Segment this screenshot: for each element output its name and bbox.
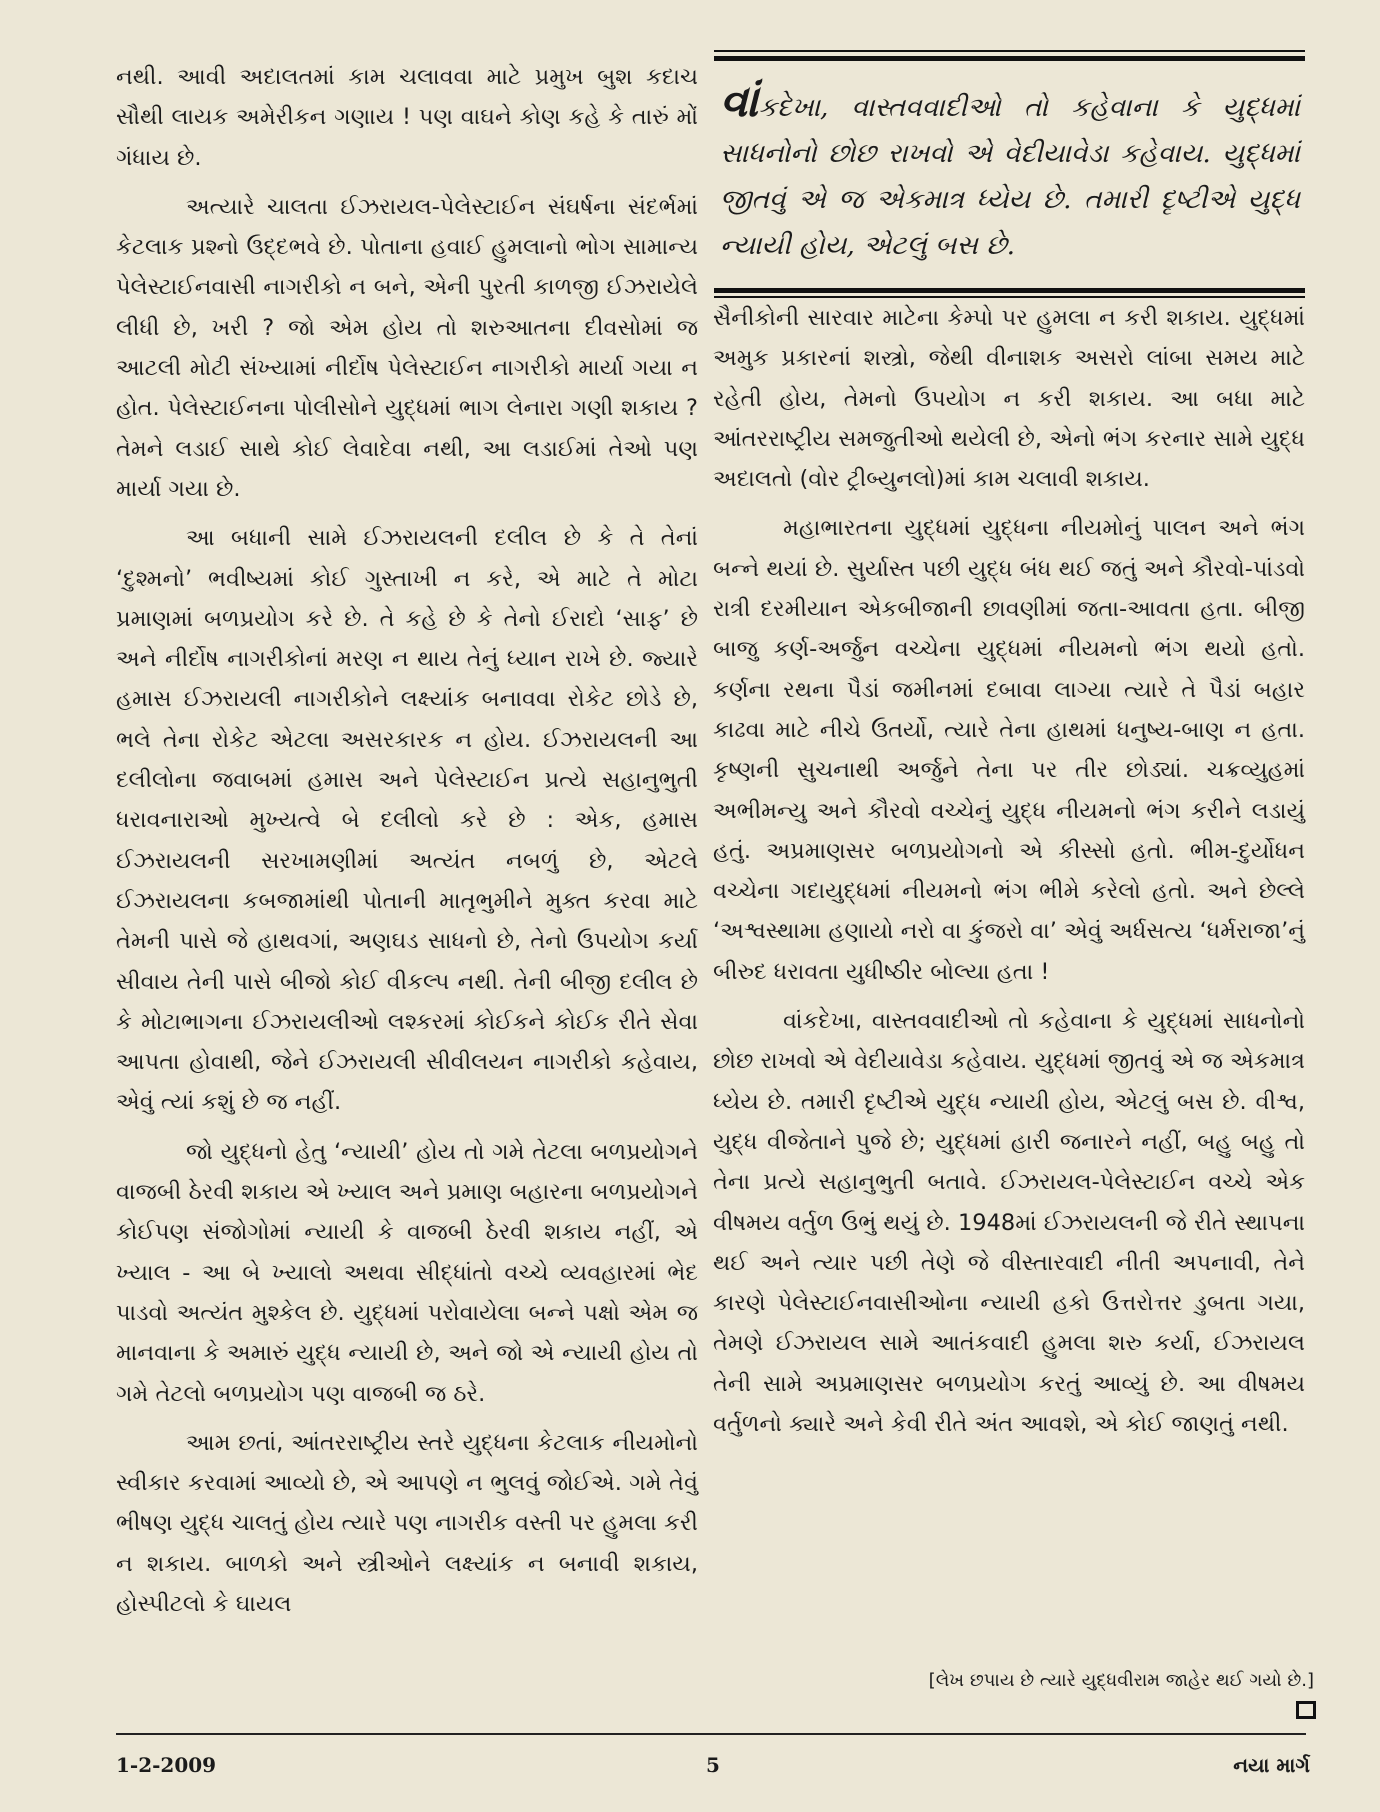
pull-quote-drop-cap: વાં	[720, 76, 759, 127]
page-number: 5	[706, 1753, 720, 1777]
paragraph: વાંકદેખા, વાસ્તવવાદીઓ તો કહેવાના કે યુદ્ધમાં સાધનોનો છોછ રાખવો એ વેદીયાવેડા કહેવાય. યુદ્ધમાં જીતવું એ જ એકમાત્ર ધ્યેય છે. તમારી દૃષ્ટીએ યુદ્ધ ન્યાયી હોય, એટલું બસ છે. વીશ્વ, યુદ્ધ વીજેતાને પુજે છે; યુદ્ધમાં હારી જનારને નહીં, બહુ બહુ તો તેના પ્રત્યે સહાનુભુતી બતાવે. ઈઝરાયલ-પેલેસ્ટાઈન વચ્ચે એક વીષમય વર્તુળ ઉભું થયું છે. 1948માં ઈઝરાયલની જે રીતે સ્થાપના થઈ અને ત્યાર પછી તેણે જે વીસ્તારવાદી નીતી અપનાવી, તેને કારણે પેલેસ્ટાઈનવાસીઓના ન્યાયી હકો ઉત્તરોત્તર ડુબતા ગયા, તેમણે ઈઝરાયલ સામે આતંકવાદી હુમલા શરુ કર્યા, ઈઝરાયલ તેની સામે અપ્રમાણસર બળપ્રયોગ કરતું આવ્યું છે. આ વીષમય વર્તુળનો ક્યારે અને કેવી રીતે અંત આવશે, એ કોઈ જાણતું નથી.	[713, 1008, 1305, 1438]
pull-quote-rule	[714, 56, 1305, 61]
editor-note: [લેખ છપાય છે ત્યારે યુદ્ધવીરામ જાહેર થઈ ગયો છે.]	[928, 1670, 1314, 1691]
right-column	[713, 298, 1305, 1453]
publication-name: નયા માર્ગ	[1233, 1753, 1310, 1777]
pull-quote-body: કદેખા, વાસ્તવવાદીઓ તો કહેવાના કે યુદ્ધમાં સાધનોનો છોછ રાખવો એ વેદીયાવેડા કહેવાય. યુદ્ધમાં જીતવું એ જ એકમાત્ર ધ્યેય છે. તમારી દૃષ્ટીએ યુદ્ધ ન્યાયી હોય, એટલું બસ છે.	[720, 92, 1300, 261]
paragraph: આ બધાની સામે ઈઝરાયલની દલીલ છે કે તે તેનાં ‘દુશ્મનો’ ભવીષ્યમાં કોઈ ગુસ્તાખી ન કરે, એ માટે તે મોટા પ્રમાણમાં બળપ્રયોગ કરે છે. તે કહે છે કે તેનો ઈરાદો ‘સાફ’ છે અને નીર્દોષ નાગરીકોનાં મરણ ન થાય તેનું ધ્યાન રાખે છે. જ્યારે હમાસ ઈઝરાયલી નાગરીકોને લક્ષ્યાંક બનાવવા રોકેટ છોડે છે, ભલે તેના રોકેટ એટલા અસરકારક ન હોય. ઈઝરાયલની આ દલીલોના જવાબમાં હમાસ અને પેલેસ્ટાઈન પ્રત્યે સહાનુભુતી ધરાવનારાઓ મુખ્યત્વે બે દલીલો કરે છે : એક, હમાસ ઈઝરાયલની સરખામણીમાં અત્યંત નબળું છે, એટલે ઈઝરાયલના કબજામાંથી પોતાની માતૃભુમીને મુક્ત કરવા માટે તેમની પાસે જે હાથવગાં, અણઘડ સાધનો છે, તેનો ઉપયોગ કર્યા સીવાય તેની પાસે બીજો કોઈ વીકલ્પ નથી. તેની બીજી દલીલ છે કે મોટાભાગના ઈઝરાયલીઓ લશ્કરમાં કોઈકને કોઈક રીતે સેવા આપતા હોવાથી, જેને ઈઝરાયલી સીવીલયન નાગરીકો કહેવાય, એવું ત્યાં કશું છે જ નહીં.	[116, 525, 698, 1116]
paragraph: જો યુદ્ધનો હેતુ ‘ન્યાયી’ હોય તો ગમે તેટલા બળપ્રયોગને વાજબી ઠેરવી શકાય એ ખ્યાલ અને પ્રમાણ બહારના બળપ્રયોગને કોઈપણ સંજોગોમાં ન્યાયી કે વાજબી ઠેરવી શકાય નહીં, એ ખ્યાલ - આ બે ખ્યાલો અથવા સીદ્ધાંતો વચ્ચે વ્યવહારમાં ભેદ પાડવો અત્યંત મુશ્કેલ છે. યુદ્ધમાં પરોવાયેલા બન્ને પક્ષો એમ જ માનવાના કે અમારું યુદ્ધ ન્યાયી છે, અને જો એ ન્યાયી હોય તો ગમે તેટલો બળપ્રયોગ પણ વાજબી જ ઠરે.	[116, 1138, 698, 1407]
end-of-article-box-icon	[1296, 1701, 1316, 1719]
footer-date: 1-2-2009	[116, 1753, 217, 1777]
paragraph: આમ છતાં, આંતરરાષ્ટ્રીય સ્તરે યુદ્ધના કેટલાક નીયમોનો સ્વીકાર કરવામાં આવ્યો છે, એ આપણે ન ભુલવું જોઈએ. ગમે તેવું ભીષણ યુદ્ધ ચાલતું હોય ત્યારે પણ નાગરીક વસ્તી પર હુમલા કરી ન શકાય. બાળકો અને સ્ત્રીઓને લક્ષ્યાંક ન બનાવી શકાય, હોસ્પીટલો કે ઘાયલ	[116, 1429, 698, 1617]
paragraph: અત્યારે ચાલતા ઈઝરાયલ-પેલેસ્ટાઈન સંઘર્ષના સંદર્ભમાં કેટલાક પ્રશ્નો ઉદ્દભવે છે. પોતાના હવાઈ હુમલાનો ભોગ સામાન્ય પેલેસ્ટાઈનવાસી નાગરીકો ન બને, એની પુરતી કાળજી ઈઝરાયેલે લીધી છે, ખરી ? જો એમ હોય તો શરુઆતના દીવસોમાં જ આટલી મોટી સંખ્યામાં નીર્દોષ પેલેસ્ટાઈન નાગરીકો માર્યા ગયા ન હોત. પેલેસ્ટાઈનના પોલીસોને યુદ્ધમાં ભાગ લેનારા ગણી શકાય ? તેમને લડાઈ સાથે કોઈ લેવાદેવા નથી, આ લડાઈમાં તેઓ પણ માર્યા ગયા છે.	[116, 193, 698, 502]
footer-rule	[116, 1733, 1306, 1735]
pull-quote-rule	[714, 50, 1305, 52]
left-column	[116, 57, 698, 1633]
paragraph: નથી. આવી અદાલતમાં કામ ચલાવવા માટે પ્રમુખ બુશ કદાચ સૌથી લાયક અમેરીકન ગણાય ! પણ વાઘને કોણ કહે કે તારું મોં ગંધાય છે.	[116, 64, 698, 171]
pull-quote-rule	[714, 288, 1305, 293]
paragraph: સૈનીકોની સારવાર માટેના કેમ્પો પર હુમલા ન કરી શકાય. યુદ્ધમાં અમુક પ્રકારનાં શસ્ત્રો, જેથી વીનાશક અસરો લાંબા સમય માટે રહેતી હોય, તેમનો ઉપયોગ ન કરી શકાય. આ બધા માટે આંતરરાષ્ટ્રીય સમજુતીઓ થયેલી છે, એનો ભંગ કરનાર સામે યુદ્ધ અદાલતો (વોર ટ્રીબ્યુનલો)માં કામ ચલાવી શકાય.	[713, 305, 1305, 493]
pull-quote	[714, 50, 1305, 302]
paragraph: મહાભારતના યુદ્ધમાં યુદ્ધના નીયમોનું પાલન અને ભંગ બન્ને થયાં છે. સુર્યાસ્ત પછી યુદ્ધ બંધ થઈ જતું અને કૌરવો-પાંડવો રાત્રી દરમીયાન એકબીજાની છાવણીમાં જતા-આવતા હતા. બીજી બાજુ કર્ણ-અર્જુન વચ્ચેના યુદ્ધમાં નીયમનો ભંગ થયો હતો. કર્ણના રથના પૈડાં જમીનમાં દબાવા લાગ્યા ત્યારે તે પૈડાં બહાર કાઢવા માટે નીચે ઉતર્યો, ત્યારે તેના હાથમાં ધનુષ્ય-બાણ ન હતા. કૃષ્ણની સુચનાથી અર્જુને તેના પર તીર છોડ્યાં. ચક્રવ્યુહમાં અભીમન્યુ અને કૌરવો વચ્ચેનું યુદ્ધ નીયમનો ભંગ કરીને લડાયું હતું. અપ્રમાણસર બળપ્રયોગનો એ કીસ્સો હતો. ભીમ-દુર્યોધન વચ્ચેના ગદાયુદ્ધમાં નીયમનો ભંગ ભીમે કરેલો હતો. અને છેલ્લે ‘અશ્વસ્થામા હણાયો નરો વા કુંજરો વા’ એવું અર્ધસત્ય ‘ધર્મરાજા’નું બીરુદ ધરાવતા યુધીષ્ઠીર બોલ્યા હતા !	[713, 515, 1305, 985]
pull-quote-text	[720, 76, 1300, 269]
